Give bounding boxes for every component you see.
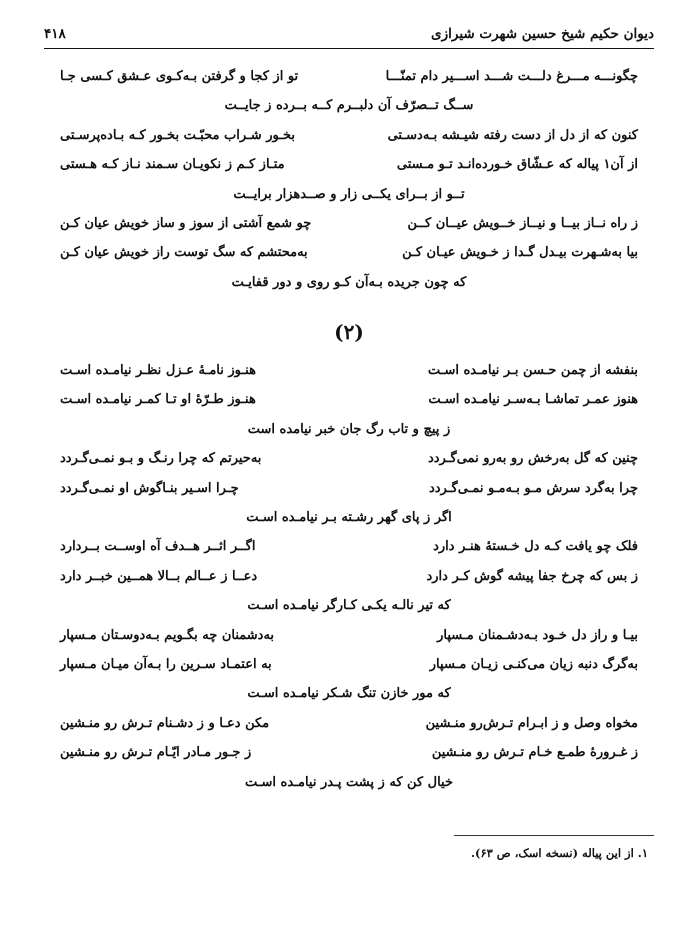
hemistich-right: به‌گرگ دنبه زیان می‌کنـی زیـان مـسپار (429, 657, 638, 672)
page-header (44, 22, 654, 46)
hemistich-left: بخـور شـراب محبّـت بخـور کـه بـاده‌پرسـتی (60, 127, 296, 143)
hemistich-right: چنین که گل به‌رخش رو به‌رو نمی‌گـردد (427, 451, 638, 467)
couplet-line (60, 742, 638, 764)
couplet-line (60, 360, 638, 382)
hemistich-left: اگــر اثــر هــدف آه اوســت بــردارد (60, 539, 256, 555)
hemistich-right: فلک چو یافت کـه دل خـستهٔ هنـر دارد (433, 539, 638, 555)
hemistich-left: متـاز کـم ز نکویـان سـمند نـاز کـه هـستی (60, 157, 285, 173)
refrain-line: که مور خازن تنگ شـکر نیامـده اسـت (247, 686, 451, 702)
refrain-line: که چون جریده بـه‌آن کـو روی و دور قفایـت (231, 274, 467, 290)
hemistich-right: چگونـــه مـــرغ دلـــت شـــد اســـیر دام تمنّـــا (385, 69, 638, 84)
hemistich-left: تو از کجا و گرفتن بـه‌کـوی عـشق کـسی جـا (60, 69, 299, 84)
couplet-line (60, 566, 638, 588)
hemistich-left: هنـوز طـرّهٔ او تـا کمـر نیامـده اسـت (60, 392, 256, 408)
couplet-line (60, 448, 638, 470)
hemistich-right: مخواه وصل و ز ابـرام تـرش‌رو منـشین (425, 715, 638, 731)
couplet-line (60, 536, 638, 558)
refrain-line: که تیر نالـه یکـی کـارگر نیامـده اسـت (247, 598, 451, 614)
hemistich-right: بنفشه از چمن حـسن بـر نیامـده اسـت (427, 363, 638, 378)
hemistich-left: به اعتمـاد سـرین را بـه‌آن میـان مـسپار (60, 657, 272, 672)
hemistich-left: چـرا اسـیر بنـاگوش او نمـی‌گـردد (60, 480, 239, 496)
hemistich-left: مکن دعـا و ز دشـنام تـرش رو منـشین (60, 715, 270, 731)
hemistich-right: ز غـرورهٔ طمـع خـام تـرش رو منـشین (431, 745, 638, 761)
hemistich-right: ز بس که چرخ جفا پیشه گوش کـر دارد (426, 568, 638, 584)
hemistich-left: هنـوز نامـهٔ عـزل نظـر نیامـده اسـت (60, 363, 256, 378)
hemistich-left: به‌دشمنان چه بگـویم بـه‌دوسـتان مـسپار (60, 627, 275, 643)
couplet-line (60, 213, 638, 235)
couplet-line (60, 654, 638, 676)
hemistich-left: به‌محتشم که سگ توست راز خویش عیان کـن (60, 245, 308, 261)
couplet-line (60, 389, 638, 411)
hemistich-left: ز جـور مـادر ایّـام تـرش رو منـشین (60, 745, 252, 761)
couplet-line (60, 625, 638, 647)
couplet-line (60, 154, 638, 176)
hemistich-right: بیا به‌شـهرت بیـدل گـدا ز خـویش عیـان کـن (402, 245, 638, 261)
refrain-line: خیال کن که ز پشت پـدر نیامـده اسـت (244, 774, 454, 790)
couplet-line (60, 713, 638, 735)
couplet-line (60, 242, 638, 264)
couplet-line (60, 478, 638, 500)
hemistich-right: چرا به‌گرد سرش مـو بـه‌مـو نمـی‌گـردد (428, 480, 638, 496)
book-title: دیوان حکیم شیخ حسین شهرت شیرازی (431, 26, 654, 42)
section-number: (۲) (334, 320, 364, 344)
hemistich-left: به‌حیرتم که چرا رنـگ و بـو نمـی‌گـردد (60, 451, 262, 467)
couplet-line (60, 66, 638, 88)
hemistich-right: بیـا و راز دل خـود بـه‌دشـمنان مـسپار (437, 627, 638, 643)
hemistich-right: هنوز عمـر تماشـا بـه‌سـر نیامـده اسـت (428, 392, 638, 408)
refrain-line: ز پیچ و تاب رگ جان خبر نیامده است (247, 421, 451, 437)
hemistich-right: از آن۱ پیاله که عـشّاق خـورده‌انـد تـو مـستی (396, 157, 638, 173)
footnote-rule (454, 835, 654, 836)
hemistich-left: دعــا ز عــالم بــالا همــین خبــر دارد (60, 568, 258, 584)
hemistich-right: ز راه نــاز بیــا و نیــاز خــویش عیــان کــن (407, 216, 638, 231)
header-rule (44, 48, 654, 49)
couplet-line (60, 125, 638, 147)
refrain-line: تــو از بــرای یکــی زار و صــدهزار برایــت (233, 186, 465, 202)
refrain-line: ســگ تــصرّف آن دلبــرم کــه بــرده ز جایــت (224, 98, 474, 114)
hemistich-left: چو شمع آشتی از سوز و ساز خویش عیان کـن (60, 216, 312, 231)
hemistich-right: کنون که از دل از دست رفته شیـشه بـه‌دسـتی (387, 127, 638, 143)
page-number: ۴۱۸ (44, 26, 66, 42)
refrain-line: اگر ز پای گهر رشـته بـر نیامـده اسـت (246, 510, 452, 525)
footnote: ۱. از این پیاله (نسخه اسک، ص ۶۳). (470, 846, 648, 860)
